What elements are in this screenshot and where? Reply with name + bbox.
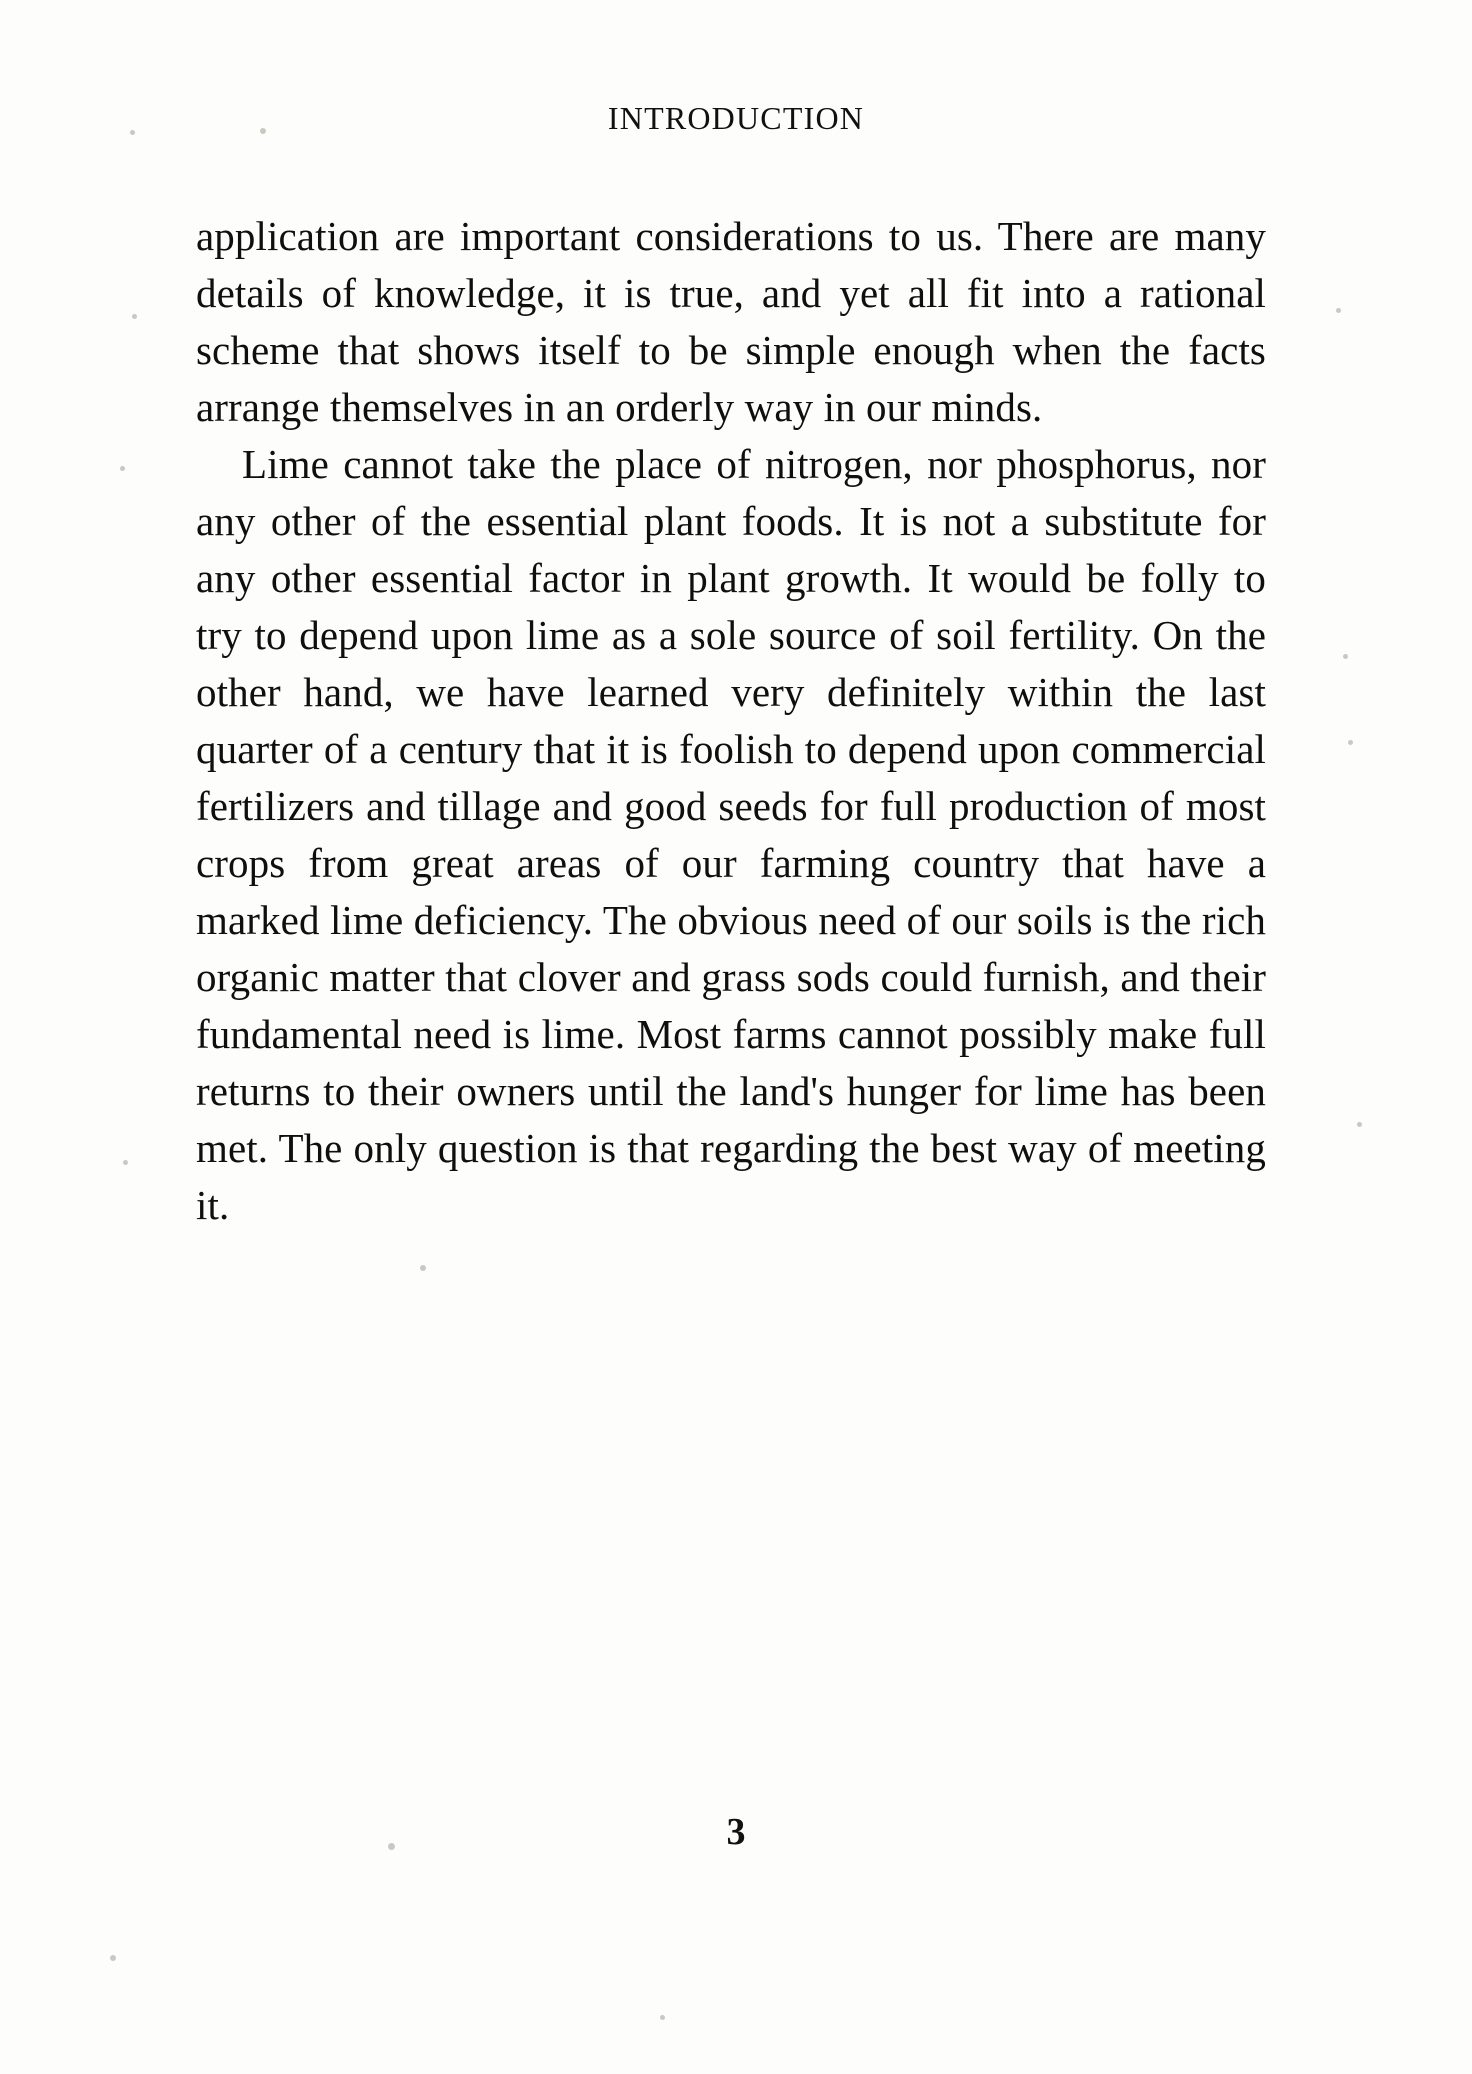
scan-speck (1336, 308, 1341, 313)
scan-speck (1357, 1122, 1362, 1127)
body-text (196, 208, 1266, 1234)
scan-speck (260, 128, 266, 134)
paragraph: application are important considerations to us. There are many details of knowledge, it is true, and yet all fit into a rational scheme that shows itself to be simple enough when the facts arrange themselves in an orderly way in our minds. (196, 213, 1266, 430)
scan-speck (1348, 740, 1353, 745)
scan-speck (123, 1160, 128, 1165)
scan-speck (420, 1265, 426, 1271)
running-head: INTRODUCTION (607, 100, 865, 136)
scan-speck (660, 2015, 665, 2020)
scan-speck (110, 1955, 116, 1961)
scan-speck (388, 1843, 395, 1850)
page-number: 3 (726, 1811, 746, 1853)
scan-speck (132, 314, 137, 319)
scan-speck (120, 466, 125, 471)
scan-speck (1343, 654, 1348, 659)
scan-speck (130, 130, 135, 135)
paragraph: Lime cannot take the place of nitrogen, nor phosphorus, nor any other of the essential plant foods. It is not a substitute for any other essential factor in plant growth. It would be folly to try to depend upon lime as a sole source of soil fertility. On the other hand, we have learned very definitely within the last quarter of a century that it is foolish to depend upon commercial fertilizers and tillage and good seeds for full production of most crops from great areas of our farming country that have a marked lime deficiency. The obvious need of our soils is the rich organic matter that clover and grass sods could furnish, and their fundamental need is lime. Most farms cannot possibly make full returns to their owners until the land's hunger for lime has been met. The only question is that regarding the best way of meeting it. (196, 441, 1266, 1228)
